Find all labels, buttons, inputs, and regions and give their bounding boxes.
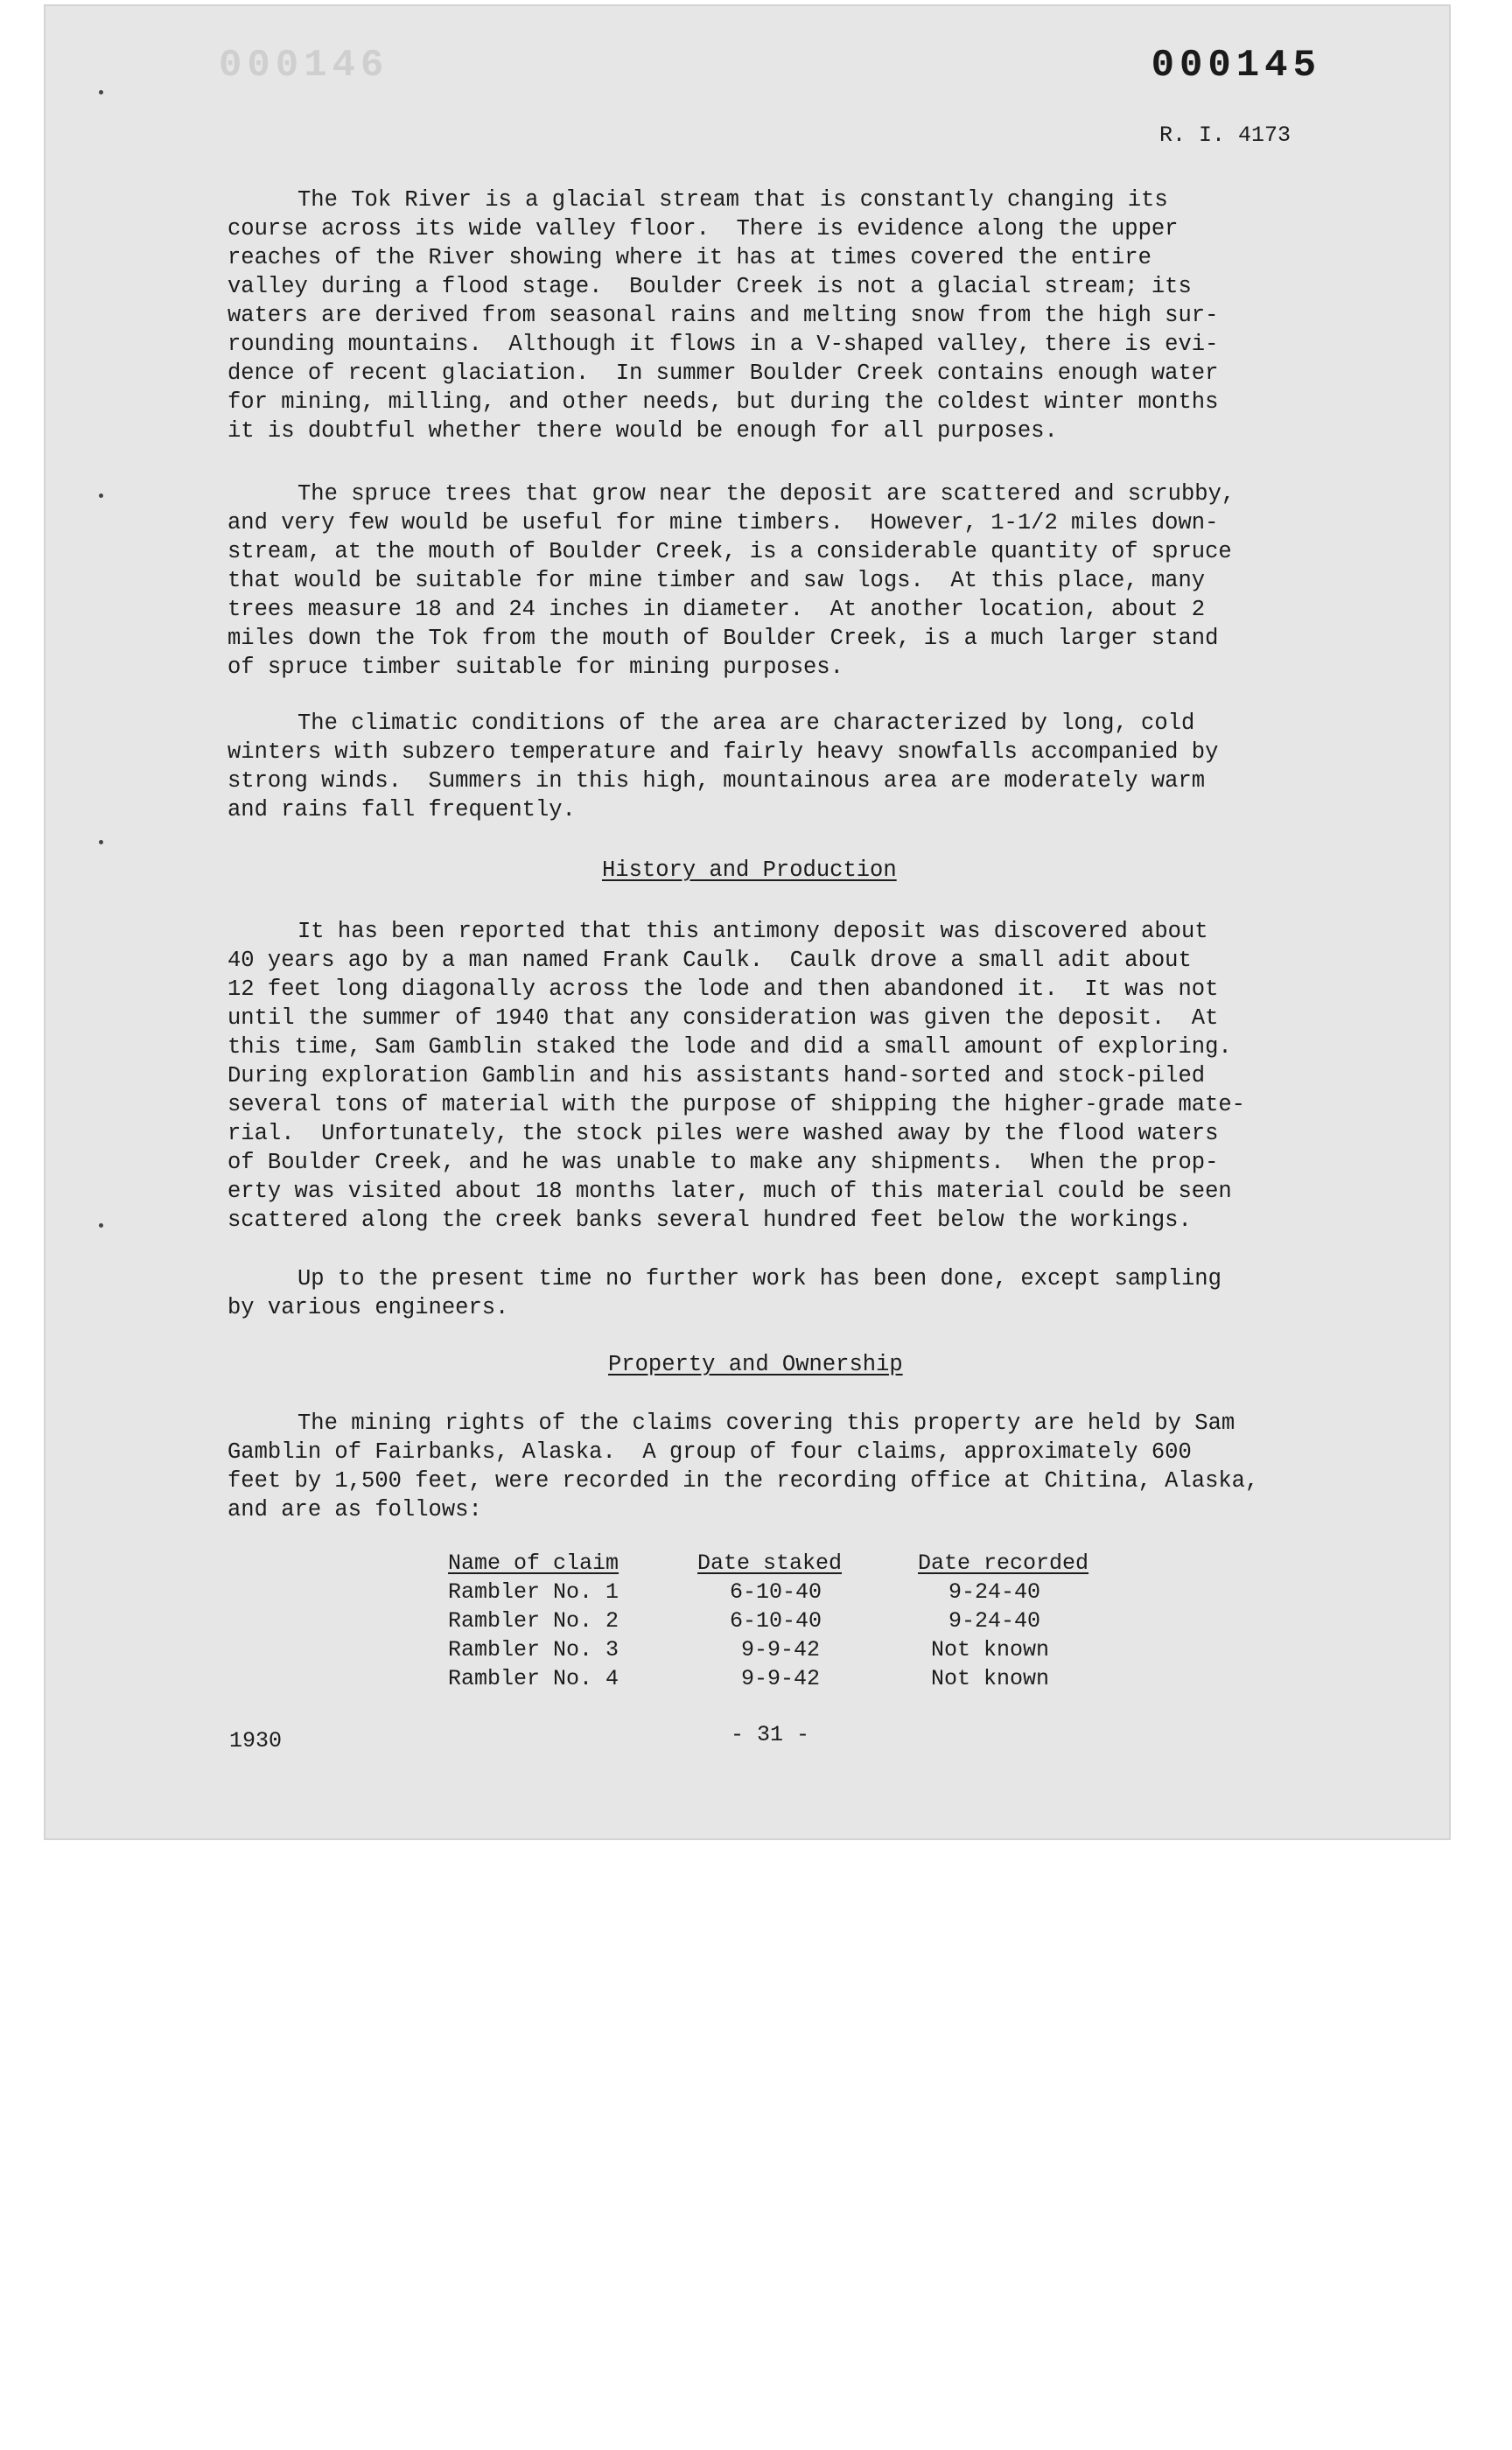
column-header-date-recorded: Date recorded [918,1550,1089,1576]
date-staked: 6-10-40 [730,1579,822,1605]
paragraph-present-time: Up to the present time no further work has been done, except sampling by various engineers. [228,1266,1222,1320]
date-recorded: 9-24-40 [948,1608,1041,1634]
scan-speck [99,90,103,94]
paragraph-climate: The climatic conditions of the area are characterized by long, cold winters with subzero temperature and fairly heavy snowfalls accompanied by strong winds. Summers in this high, mountainous area are moderately warm and rains fall frequently. [228,710,1219,822]
column-header-date-staked: Date staked [697,1550,843,1576]
scan-speck [99,1223,103,1228]
faded-document-number: 000146 [219,44,389,88]
date-recorded: Not known [931,1666,1050,1691]
paragraph-history: It has been reported that this antimony deposit was discovered about 40 years ago by a man named Frank Caulk. Caulk drove a small adit about 12 feet long diagonally across the lode and then abandoned it. It was not until the summer of 1940 that any consideration was given the deposit. At this time, Sam Gamblin staked the lode and did a small amount of exploring. During exploration Gamblin and his assistants hand-sorted and stock-piled several tons of material with the purpose of shipping the higher-grade mate- rial. Unfortunately, the stock piles were washed away by the flood waters of Boulder Creek, and he was unable to make any shipments. When the prop- erty was visited about 18 months later, much of this material could be seen scattered along the creek banks several hundred feet below the workings. [228,919,1245,1233]
date-staked: 9-9-42 [741,1637,821,1662]
paragraph-spruce-trees: The spruce trees that grow near the deposit are scattered and scrubby, and very few would be useful for mine timbers. However, 1-1/2 miles down- stream, at the mouth of Boulder Creek, is a considerable quantity of spruce that would be suitable for mine timber and saw logs. At this place, many trees measure 18 and 24 inches in diameter. At another location, about 2 miles down the Tok from the mouth of Boulder Creek, is a much larger stand of spruce timber suitable for mining purposes. [228,481,1236,680]
paragraph-mining-rights: The mining rights of the claims covering this property are held by Sam Gamblin of Fairbanks, Alaska. A group of four claims, approximately 600 feet by 1,500 feet, were recorded in the recording office at Chitina, Alaska, and are as follows: [228,1410,1259,1522]
document-number: 000145 [1151,44,1321,88]
date-staked: 9-9-42 [741,1666,821,1691]
date-recorded: Not known [931,1637,1050,1662]
claim-name: Rambler No. 1 [448,1579,620,1605]
claim-name: Rambler No. 2 [448,1608,620,1634]
scan-speck [99,840,103,844]
date-staked: 6-10-40 [730,1608,822,1634]
page-number: - 31 - [731,1722,810,1747]
heading-property-ownership: Property and Ownership [608,1352,903,1377]
claim-name: Rambler No. 4 [448,1666,620,1691]
paragraph-tok-river: The Tok River is a glacial stream that is constantly changing its course across its wide valley floor. There is evidence along the upper reaches of the River showing where it has at times covered the entire valley during a flood stage. Boulder Creek is not a glacial stream; its waters are derived from seasonal rains and melting snow from the high sur- rounding mountains. Although it flows in a V-shaped valley, there is evi- dence of recent glaciation. In summer Boulder Creek contains enough water for mining, milling, and other needs, but during the coldest winter months it is doubtful whether there would be enough for all purposes. [228,187,1219,444]
date-recorded: 9-24-40 [948,1579,1041,1605]
report-id: R. I. 4173 [1159,122,1292,148]
column-header-name: Name of claim [448,1550,620,1576]
claim-name: Rambler No. 3 [448,1637,620,1662]
scan-speck [99,494,103,498]
footer-number: 1930 [229,1728,283,1754]
heading-history-production: History and Production [602,858,897,883]
